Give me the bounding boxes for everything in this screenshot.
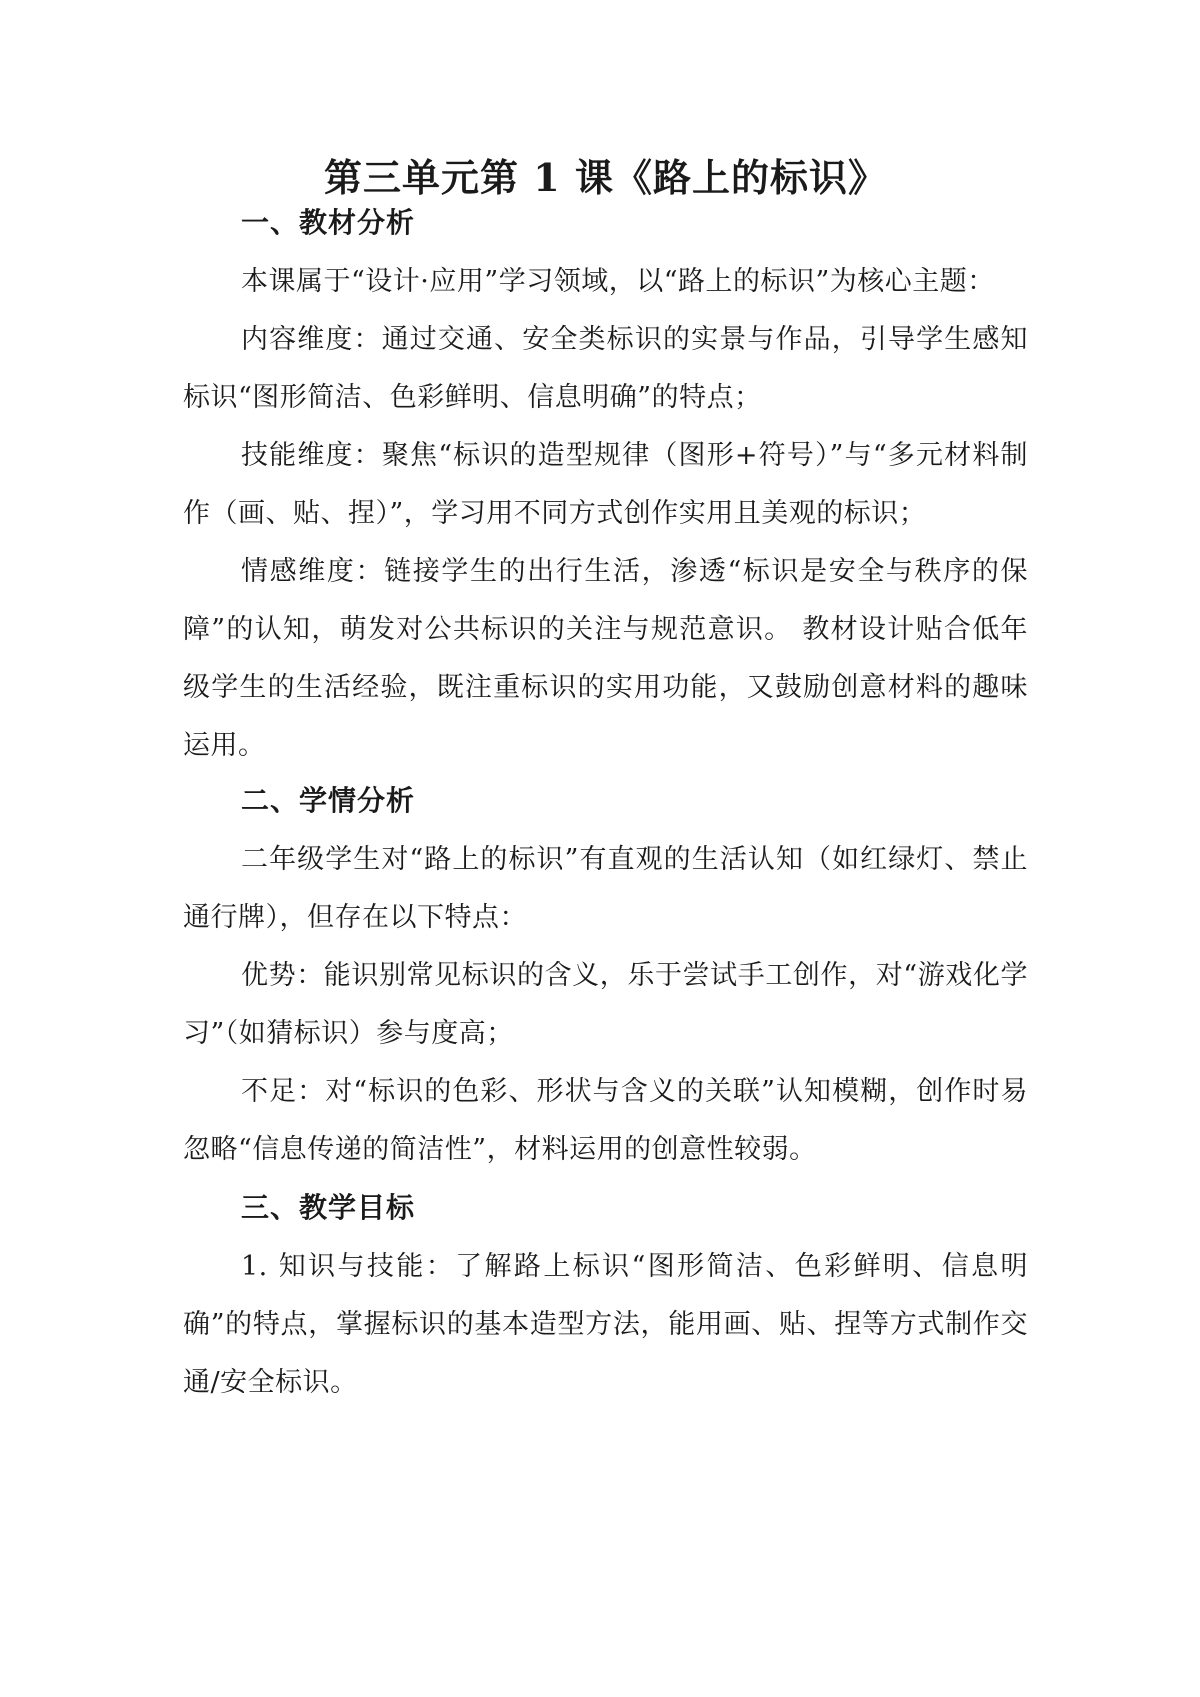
section-heading-learner-analysis: 二、学情分析 bbox=[241, 784, 416, 817]
paragraph: 技能维度：聚焦“标识的造型规律（图形+符号）”与“多元材料制作（画、贴、捏）”，学习用不同方式创作实用且美观的标识； bbox=[183, 440, 1028, 529]
page-title: 第三单元第 1 课《路上的标识》 bbox=[324, 155, 887, 200]
paragraph: 本课属于“设计·应用”学习领域，以“路上的标识”为核心主题： bbox=[241, 266, 995, 297]
paragraph: 1. 知识与技能：了解路上标识“图形简洁、色彩鲜明、信息明确”的特点，掌握标识的基本造型方法，能用画、贴、捏等方式制作交通/安全标识。 bbox=[183, 1251, 1028, 1398]
paragraph: 内容维度：通过交通、安全类标识的实景与作品，引导学生感知标识“图形简洁、色彩鲜明、信息明确”的特点； bbox=[183, 324, 1028, 413]
paragraph: 情感维度：链接学生的出行生活，渗透“标识是安全与秩序的保障”的认知，萌发对公共标识的关注与规范意识。 教材设计贴合低年级学生的生活经验，既注重标识的实用功能，又鼓励创意材料的趣味运用。 bbox=[183, 556, 1028, 761]
section-heading-textbook-analysis: 一、教材分析 bbox=[241, 206, 416, 239]
paragraph: 优势：能识别常见标识的含义，乐于尝试手工创作，对“游戏化学习”（如猜标识）参与度高； bbox=[183, 960, 1028, 1049]
paragraph: 二年级学生对“路上的标识”有直观的生活认知（如红绿灯、禁止通行牌），但存在以下特点： bbox=[183, 844, 1028, 933]
section-heading-teaching-objectives: 三、教学目标 bbox=[241, 1191, 416, 1224]
paragraph: 不足：对“标识的色彩、形状与含义的关联”认知模糊，创作时易忽略“信息传递的简洁性”，材料运用的创意性较弱。 bbox=[183, 1076, 1028, 1165]
